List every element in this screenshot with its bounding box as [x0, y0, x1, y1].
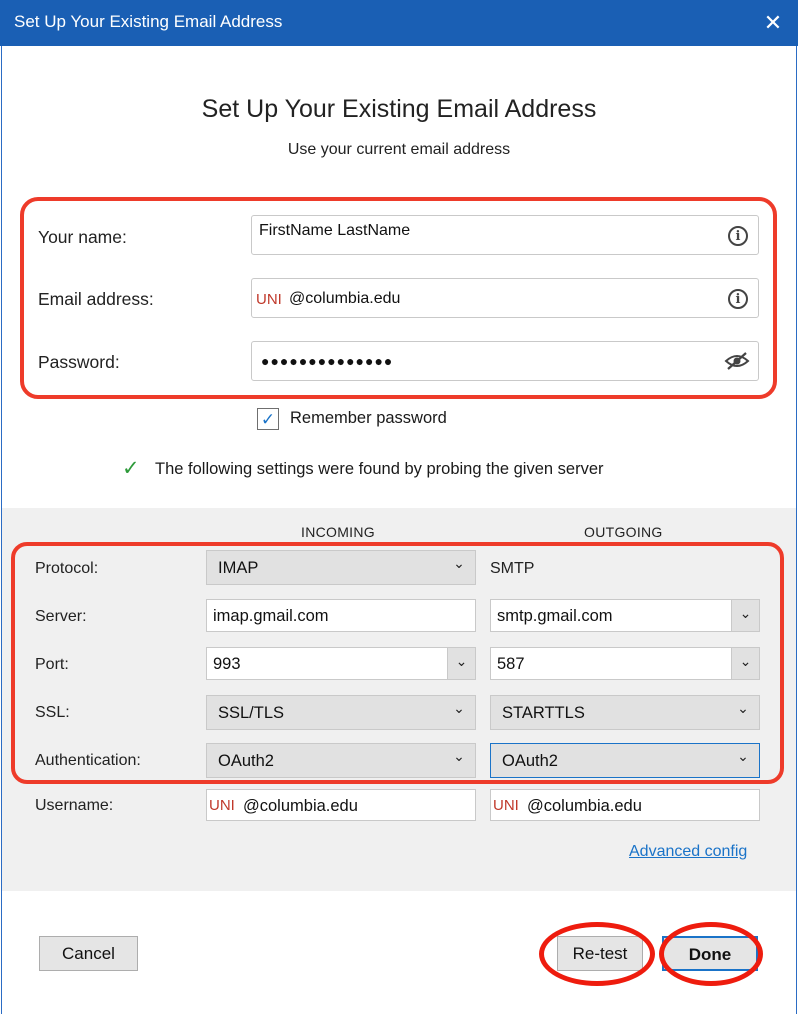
your-name-value: FirstName LastName: [259, 222, 411, 239]
chevron-down-icon[interactable]: ⌄: [731, 600, 759, 631]
chevron-down-icon[interactable]: ⌄: [447, 648, 475, 679]
outgoing-ssl-value: STARTTLS: [502, 704, 585, 722]
outgoing-username-uni-prefix: UNI: [493, 797, 519, 814]
chevron-down-icon: ⌄: [453, 700, 465, 716]
username-label: Username:: [35, 797, 114, 814]
info-icon[interactable]: i: [728, 226, 748, 246]
chevron-down-icon: ⌄: [737, 748, 749, 764]
chevron-down-icon: ⌄: [737, 700, 749, 716]
annotation-done-circle: [659, 922, 763, 986]
email-address-label: Email address:: [38, 289, 154, 309]
server-label: Server:: [35, 608, 87, 625]
authentication-label: Authentication:: [35, 752, 141, 769]
incoming-server-value: imap.gmail.com: [213, 607, 329, 625]
outgoing-username-domain: @columbia.edu: [527, 797, 642, 815]
remember-password-label: Remember password: [290, 409, 447, 427]
incoming-header: INCOMING: [301, 524, 375, 540]
cancel-button[interactable]: Cancel: [39, 936, 138, 971]
incoming-username-input[interactable]: [206, 789, 476, 821]
page-subtitle: Use your current email address: [287, 141, 511, 158]
your-name-label: Your name:: [38, 227, 127, 247]
ssl-label: SSL:: [35, 704, 70, 721]
annotation-retest-circle: [539, 922, 655, 986]
close-icon: ✕: [763, 10, 783, 35]
check-icon: ✓: [260, 410, 276, 429]
incoming-authentication-value: OAuth2: [218, 752, 274, 770]
outgoing-server-value: smtp.gmail.com: [497, 607, 613, 625]
outgoing-authentication-value: OAuth2: [502, 752, 558, 770]
incoming-username-uni-prefix: UNI: [209, 797, 235, 814]
success-check-icon: ✓: [122, 457, 140, 480]
retest-button[interactable]: Re-test: [557, 936, 643, 971]
port-label: Port:: [35, 656, 69, 673]
email-uni-prefix: UNI: [256, 291, 282, 308]
annotation-account-box: [20, 197, 777, 399]
page-title: Set Up Your Existing Email Address: [201, 95, 597, 123]
chevron-down-icon: ⌄: [453, 748, 465, 764]
outgoing-username-input[interactable]: [490, 789, 760, 821]
incoming-port-value: 993: [213, 655, 241, 673]
outgoing-header: OUTGOING: [584, 524, 663, 540]
protocol-label: Protocol:: [35, 560, 99, 577]
email-domain-value: @columbia.edu: [289, 290, 401, 307]
done-button[interactable]: Done: [662, 936, 758, 971]
chevron-down-icon[interactable]: ⌄: [731, 648, 759, 679]
info-icon[interactable]: i: [728, 289, 748, 309]
window-title: Set Up Your Existing Email Address: [14, 12, 283, 31]
incoming-username-domain: @columbia.edu: [243, 797, 358, 815]
password-label: Password:: [38, 352, 120, 372]
incoming-ssl-value: SSL/TLS: [218, 704, 285, 722]
close-button[interactable]: [756, 6, 790, 40]
chevron-down-icon: ⌄: [453, 555, 465, 571]
incoming-protocol-value: IMAP: [218, 559, 259, 577]
outgoing-port-value: 587: [497, 655, 525, 673]
probe-message: The following settings were found by probing the given server: [155, 460, 604, 478]
remember-password-checkbox[interactable]: [257, 408, 279, 430]
password-mask: ●●●●●●●●●●●●●●: [261, 353, 394, 369]
annotation-settings-box: [11, 542, 784, 784]
outgoing-protocol-value: SMTP: [490, 560, 535, 577]
advanced-config-link[interactable]: Advanced config: [629, 843, 748, 860]
